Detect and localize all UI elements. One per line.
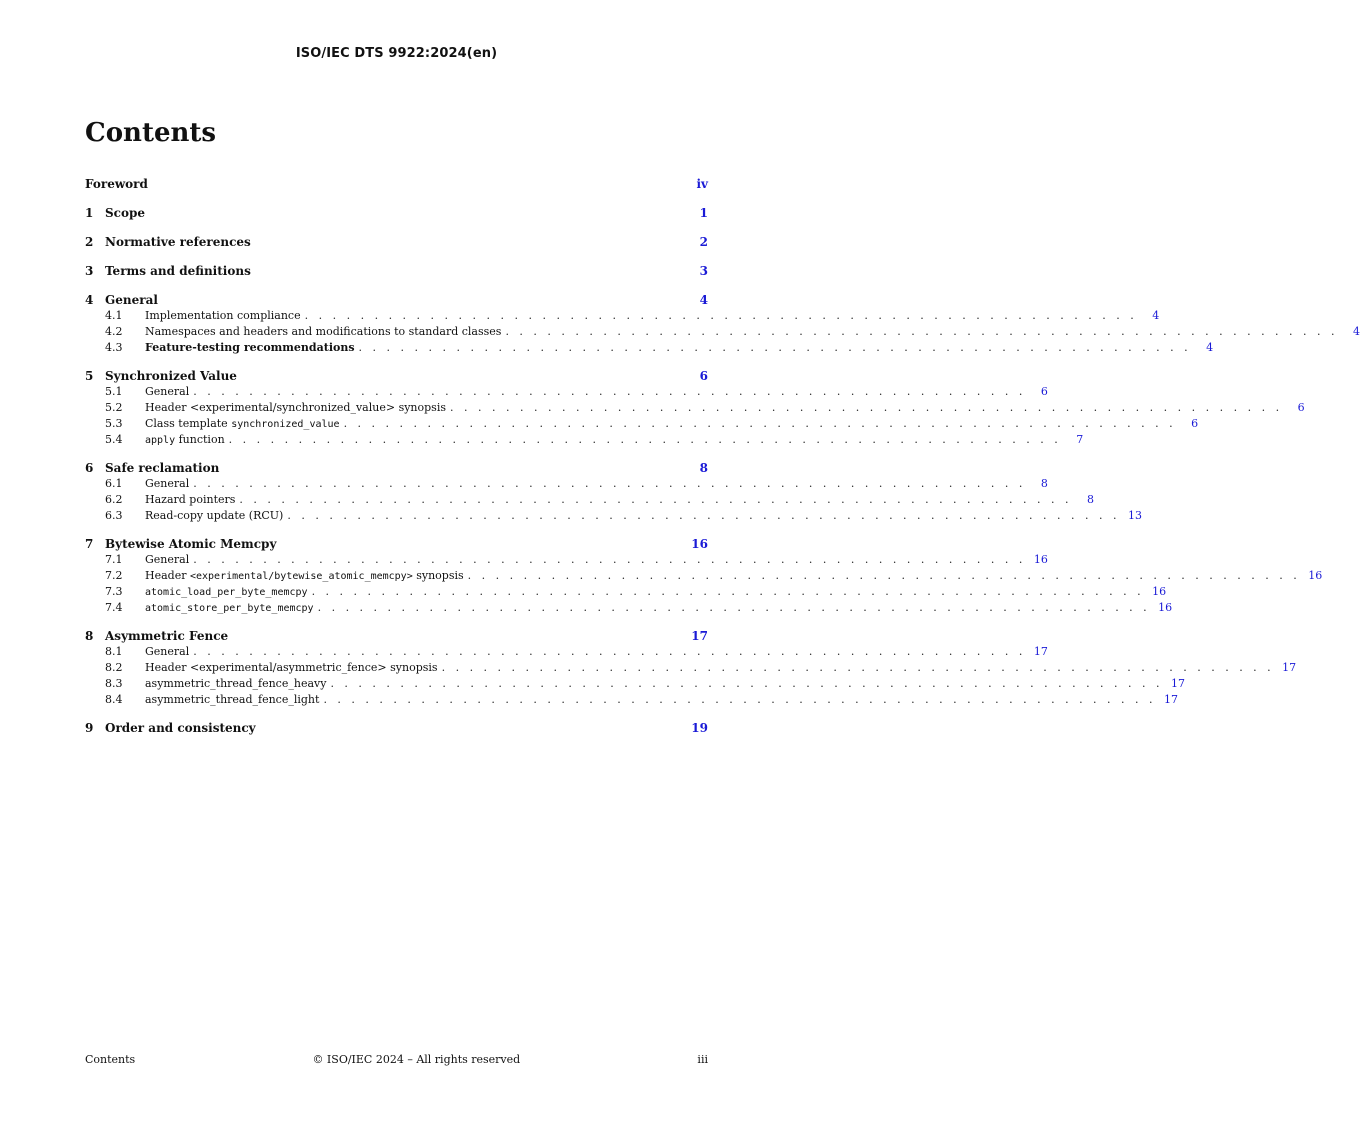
toc-section-text: Namespaces and headers and modifications to standard classes: [145, 325, 502, 338]
toc-page-link[interactable]: 16: [1152, 585, 1167, 598]
toc-section-code: atomic_load_per_byte_memcpy: [145, 587, 308, 598]
toc-section-text: synopsis: [412, 569, 464, 582]
toc-section-title: [145, 324, 505, 340]
toc-section-code: synchronized_value: [231, 419, 340, 430]
toc-chapter-group: [85, 720, 708, 736]
toc-page-link[interactable]: 8: [699, 461, 708, 475]
toc-chapter-group: [85, 263, 708, 279]
toc-section-number: 8.4: [105, 693, 123, 706]
toc-chapter-group: [85, 628, 1297, 708]
footer-page-number: iii: [697, 1053, 708, 1066]
toc-chapter-title: Scope: [105, 206, 146, 220]
toc-section-number: 4.1: [105, 309, 123, 322]
toc-leader-dots: . . . . . . . . . . . . . . . . . . . . . . . . . . . . . . . . . . . . . . . . . . . . . . . . . . . . . . . . . . . .: [304, 309, 1138, 322]
toc-chapter-heading: [85, 720, 256, 736]
toc-section-number: 5.4: [105, 433, 123, 446]
table-of-contents: [85, 176, 1360, 749]
toc-page-link[interactable]: 16: [1308, 569, 1323, 582]
toc-section-entry[interactable]: [85, 660, 1297, 676]
toc-page-link[interactable]: 6: [699, 369, 708, 383]
toc-page-link[interactable]: 8: [1087, 493, 1094, 506]
toc-chapter-title: Order and consistency: [105, 721, 256, 735]
toc-leader-dots: . . . . . . . . . . . . . . . . . . . . . . . . . . . . . . . . . . . . . . . . . . . . . . . . . . . . . . . . . . . .: [505, 325, 1339, 338]
toc-section-number: 5.2: [105, 401, 123, 414]
toc-section-number: 4.3: [105, 341, 123, 354]
footer-section: Contents: [85, 1053, 136, 1066]
toc-leader-dots: . . . . . . . . . . . . . . . . . . . . . . . . . . . . . . . . . . . . . . . . . . . . . . . . . . . . . . . . . . . .: [193, 385, 1026, 398]
toc-section-text: asymmetric_thread_fence_light: [145, 693, 320, 706]
toc-leader-dots: . . . . . . . . . . . . . . . . . . . . . . . . . . . . . . . . . . . . . . . . . . . . . . . . . . . . . . . . . . . .: [441, 661, 1275, 674]
toc-section-text: Feature-testing recommendations: [145, 341, 355, 354]
toc-leader-dots: . . . . . . . . . . . . . . . . . . . . . . . . . . . . . . . . . . . . . . . . . . . . . . . . . . . . . . . . . . . .: [193, 645, 1026, 658]
toc-section-number: 7.1: [105, 553, 123, 566]
toc-section-number: 7.3: [105, 585, 123, 598]
toc-chapter-entry[interactable]: [85, 205, 708, 221]
toc-section-text: Read-copy update (RCU): [145, 509, 284, 522]
toc-section-number: 7.2: [105, 569, 123, 582]
toc-page-link[interactable]: 6: [1297, 401, 1305, 414]
toc-chapter-heading: [85, 292, 158, 308]
toc-section-entry[interactable]: [85, 692, 1179, 708]
toc-chapter-number: 6: [85, 461, 94, 475]
toc-chapter-number: 8: [85, 629, 94, 643]
toc-page-link[interactable]: 6: [1191, 417, 1199, 430]
toc-page-link[interactable]: 13: [1127, 509, 1142, 522]
toc-leader-dots: . . . . . . . . . . . . . . . . . . . . . . . . . . . . . . . . . . . . . . . . . . . . . . . . . . . . . . . . . . . .: [287, 509, 1120, 522]
toc-section-title: [145, 552, 193, 568]
toc-section-entry[interactable]: [85, 384, 1048, 400]
toc-section-entry[interactable]: [85, 644, 1048, 660]
toc-section-title: [145, 692, 323, 708]
toc-section-number: 6.2: [105, 493, 123, 506]
toc-section-text: General: [145, 645, 190, 658]
toc-section-number: 5.3: [105, 417, 123, 430]
toc-section-number: 4.2: [105, 325, 123, 338]
toc-section-code: atomic_store_per_byte_memcpy: [145, 603, 314, 614]
toc-chapter-group: [85, 234, 708, 250]
toc-section-title: [145, 508, 287, 524]
toc-section-text: General: [145, 477, 190, 490]
page-title: Contents: [85, 118, 217, 148]
toc-page-link[interactable]: 17: [1282, 661, 1297, 674]
toc-page-link[interactable]: 2: [699, 235, 708, 249]
toc-section-entry[interactable]: [85, 600, 1173, 616]
toc-section-number: 8.1: [105, 645, 123, 658]
toc-page-link[interactable]: 7: [1076, 433, 1084, 446]
toc-section-entry[interactable]: [85, 416, 1199, 432]
toc-section-code: apply: [145, 435, 176, 446]
toc-page-link[interactable]: 16: [1158, 601, 1173, 614]
toc-section-number: 7.4: [105, 601, 123, 614]
toc-chapter-title: Asymmetric Fence: [105, 629, 229, 643]
toc-chapter-number: 9: [85, 721, 94, 735]
toc-chapter-heading: [85, 368, 237, 384]
toc-section-entry[interactable]: [85, 508, 1142, 524]
toc-page-link[interactable]: 17: [1164, 693, 1179, 706]
toc-chapter-number: 7: [85, 537, 94, 551]
toc-section-title: [145, 676, 330, 692]
toc-section-title: [145, 416, 344, 433]
toc-page-link[interactable]: 8: [1040, 477, 1048, 490]
toc-page-link[interactable]: iv: [696, 177, 708, 191]
toc-section-entry[interactable]: [85, 324, 1360, 340]
toc-section-entry[interactable]: [85, 552, 1048, 568]
toc-section-title: [145, 340, 359, 356]
toc-section-entry[interactable]: [85, 492, 1094, 508]
toc-chapter-heading: [85, 263, 251, 279]
toc-page-link[interactable]: 16: [1033, 553, 1048, 566]
toc-page-link[interactable]: 1: [699, 206, 708, 220]
toc-section-text: General: [145, 385, 190, 398]
toc-chapter-title: Synchronized Value: [105, 369, 237, 383]
toc-section-entry[interactable]: [85, 676, 1186, 692]
toc-leader-dots: . . . . . . . . . . . . . . . . . . . . . . . . . . . . . . . . . . . . . . . . . . . . . . . . . . . . . . . . . . . .: [343, 417, 1177, 430]
toc-section-title: [145, 492, 239, 508]
toc-section-number: 6.1: [105, 477, 123, 490]
toc-section-text: asymmetric_thread_fence_heavy: [145, 677, 327, 690]
toc-section-number: 8.3: [105, 677, 123, 690]
toc-chapter-entry[interactable]: [85, 292, 708, 308]
toc-page-link[interactable]: 16: [691, 537, 708, 551]
toc-section-title: [145, 584, 312, 601]
toc-leader-dots: . . . . . . . . . . . . . . . . . . . . . . . . . . . . . . . . . . . . . . . . . . . . . . . . . . . . . . . . . . . .: [450, 401, 1283, 414]
toc-chapter-group: [85, 292, 1360, 356]
toc-page-link[interactable]: 19: [691, 721, 708, 735]
toc-chapter-heading: [85, 628, 228, 644]
toc-section-entry[interactable]: [85, 308, 1160, 324]
toc-chapter-entry[interactable]: [85, 460, 708, 476]
toc-entry-title: Foreword: [85, 177, 148, 191]
toc-section-entry[interactable]: [85, 584, 1167, 600]
toc-chapter-group: [85, 460, 1142, 524]
toc-chapter-heading: [85, 460, 219, 476]
toc-section-text: Header <experimental/asymmetric_fence> synopsis: [145, 661, 438, 674]
toc-page-link[interactable]: 3: [699, 264, 708, 278]
toc-leader-dots: . . . . . . . . . . . . . . . . . . . . . . . . . . . . . . . . . . . . . . . . . . . . . . . . . . . . . . . . . . . .: [193, 553, 1026, 566]
toc-leader-dots: . . . . . . . . . . . . . . . . . . . . . . . . . . . . . . . . . . . . . . . . . . . . . . . . . . . . . . . . . . . .: [323, 693, 1157, 706]
toc-chapter-title: Bytewise Atomic Memcpy: [105, 537, 277, 551]
toc-chapter-heading: [85, 536, 276, 552]
toc-section-title: [145, 432, 229, 449]
toc-section-title: [145, 568, 468, 585]
toc-chapter-number: 3: [85, 264, 94, 278]
toc-section-title: [145, 384, 193, 400]
toc-chapter-group: [85, 205, 708, 221]
toc-leader-dots: . . . . . . . . . . . . . . . . . . . . . . . . . . . . . . . . . . . . . . . . . . . . . . . . . . . . . . . . . . . .: [193, 477, 1026, 490]
toc-chapter-entry[interactable]: [85, 263, 708, 279]
toc-page-link[interactable]: 17: [1033, 645, 1048, 658]
toc-section-number: 8.2: [105, 661, 123, 674]
toc-section-text: Header: [145, 569, 190, 582]
toc-chapter-group: [85, 368, 1305, 448]
toc-leader-dots: . . . . . . . . . . . . . . . . . . . . . . . . . . . . . . . . . . . . . . . . . . . . . . . . . . . . . . . . . . . .: [330, 677, 1164, 690]
toc-section-title: [145, 644, 193, 660]
toc-section-entry[interactable]: [85, 400, 1305, 416]
toc-section-entry[interactable]: [85, 432, 1084, 448]
toc-page-link[interactable]: 6: [1040, 385, 1048, 398]
toc-section-entry[interactable]: [85, 340, 1214, 356]
toc-section-entry[interactable]: [85, 568, 1323, 584]
toc-section-text: Header <experimental/synchronized_value> synopsis: [145, 401, 446, 414]
toc-section-text: Class template: [145, 417, 232, 430]
toc-leader-dots: . . . . . . . . . . . . . . . . . . . . . . . . . . . . . . . . . . . . . . . . . . . . . . . . . . . . . . . . . . . .: [239, 493, 1072, 506]
toc-chapters: [85, 205, 1360, 736]
toc-chapter-title: General: [105, 293, 158, 307]
toc-section-entry[interactable]: [85, 476, 1048, 492]
toc-entry-foreword[interactable]: [85, 176, 708, 192]
toc-section-title: [145, 308, 305, 324]
toc-chapter-number: 2: [85, 235, 94, 249]
toc-page-link[interactable]: 17: [691, 629, 708, 643]
toc-chapter-title: Normative references: [105, 235, 251, 249]
toc-chapter-entry[interactable]: [85, 234, 708, 250]
toc-leader-dots: . . . . . . . . . . . . . . . . . . . . . . . . . . . . . . . . . . . . . . . . . . . . . . . . . . . . . . . . . . . .: [317, 601, 1151, 614]
toc-chapter-entry[interactable]: [85, 536, 708, 552]
toc-leader-dots: . . . . . . . . . . . . . . . . . . . . . . . . . . . . . . . . . . . . . . . . . . . . . . . . . . . . . . . . . . . .: [467, 569, 1301, 582]
toc-section-title: [145, 476, 193, 492]
toc-page-link[interactable]: 4: [1206, 341, 1214, 354]
toc-section-text: Hazard pointers: [145, 493, 236, 506]
toc-leader-dots: . . . . . . . . . . . . . . . . . . . . . . . . . . . . . . . . . . . . . . . . . . . . . . . . . . . . . . . . . . . .: [228, 433, 1062, 446]
toc-chapter-title: Safe reclamation: [105, 461, 220, 475]
toc-page-link[interactable]: 4: [699, 293, 708, 307]
footer-copyright: © ISO/IEC 2024 – All rights reserved: [312, 1053, 521, 1066]
toc-chapter-number: 5: [85, 369, 94, 383]
toc-chapter-entry[interactable]: [85, 720, 708, 736]
toc-section-number: 6.3: [105, 509, 123, 522]
toc-section-number: 5.1: [105, 385, 123, 398]
toc-chapter-entry[interactable]: [85, 368, 708, 384]
toc-chapter-number: 1: [85, 206, 94, 220]
toc-section-text: Implementation compliance: [145, 309, 301, 322]
toc-section-text: function: [175, 433, 225, 446]
toc-section-text: General: [145, 553, 190, 566]
toc-leader-dots: . . . . . . . . . . . . . . . . . . . . . . . . . . . . . . . . . . . . . . . . . . . . . . . . . . . . . . . . . . . .: [358, 341, 1192, 354]
toc-section-title: [145, 600, 318, 617]
page-footer: [85, 1053, 708, 1066]
toc-chapter-group: [85, 536, 1323, 616]
toc-section-title: [145, 400, 450, 416]
toc-chapter-heading: [85, 205, 145, 221]
document-header: ISO/IEC DTS 9922:2024(en): [295, 46, 498, 61]
toc-page-link[interactable]: 4: [1152, 309, 1160, 322]
toc-page-link[interactable]: 17: [1171, 677, 1186, 690]
toc-chapter-number: 4: [85, 293, 94, 307]
toc-section-code: <experimental/bytewise_atomic_memcpy>: [189, 571, 413, 582]
toc-chapter-entry[interactable]: [85, 628, 708, 644]
toc-section-title: [145, 660, 442, 676]
toc-page-link[interactable]: 4: [1353, 325, 1360, 338]
toc-chapter-heading: [85, 234, 251, 250]
toc-chapter-title: Terms and definitions: [105, 264, 251, 278]
toc-leader-dots: . . . . . . . . . . . . . . . . . . . . . . . . . . . . . . . . . . . . . . . . . . . . . . . . . . . . . . . . . . . .: [311, 585, 1145, 598]
